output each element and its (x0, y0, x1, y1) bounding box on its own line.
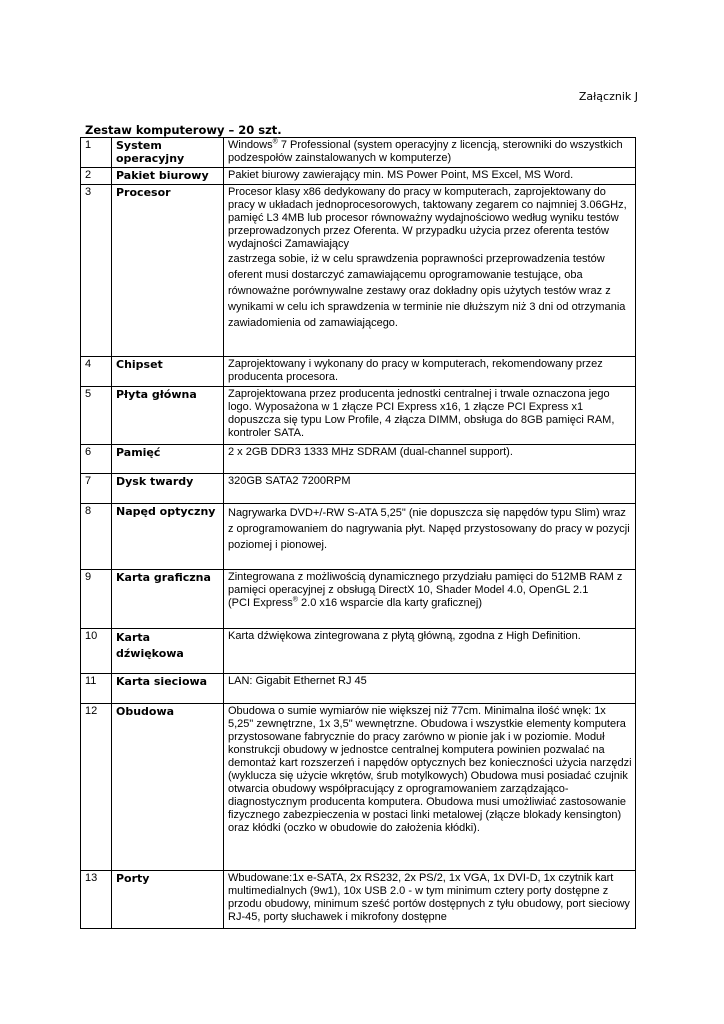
table-row (81, 387, 636, 445)
row-number: 13 (81, 871, 112, 929)
row-name: Pamięć (112, 445, 224, 474)
row-name: Karta dźwiękowa (112, 629, 224, 674)
row-number: 11 (81, 674, 112, 704)
row-number: 9 (81, 570, 112, 629)
table-row (81, 357, 636, 387)
table-row (81, 445, 636, 474)
table-row (81, 570, 636, 629)
row-description: Karta dźwiękowa zintegrowana z płytą główną, zgodna z High Definition. (224, 629, 636, 674)
row-number: 8 (81, 504, 112, 570)
row-description: Windows® 7 Professional (system operacyjny z licencją, sterowniki do wszystkich podzespołów zainstalowanych w komputerze) (224, 138, 636, 168)
row-number: 7 (81, 474, 112, 504)
row-number: 12 (81, 704, 112, 871)
row-name: Karta graficzna (112, 570, 224, 629)
row-description: Nagrywarka DVD+/-RW S-ATA 5,25" (nie dopuszcza się napędów typu Slim) wraz z oprogramowaniem do nagrywania płyt. Napęd przystosowany do pracy w pozycji poziomej i pionowej. (224, 504, 636, 570)
row-number: 10 (81, 629, 112, 674)
row-name: Obudowa (112, 704, 224, 871)
row-description: Zaprojektowany i wykonany do pracy w komputerach, rekomendowany przez producenta procesora. (224, 357, 636, 387)
row-description: Pakiet biurowy zawierający min. MS Power Point, MS Excel, MS Word. (224, 168, 636, 185)
row-name: Płyta główna (112, 387, 224, 445)
row-description: 320GB SATA2 7200RPM (224, 474, 636, 504)
table-row (81, 474, 636, 504)
row-description: Procesor klasy x86 dedykowany do pracy w komputerach, zaprojektowany do pracy w układach jednoprocesorowych, taktowany zegarem co najmniej 3.06GHz, pamięć L3 4MB lub procesor równoważny wydajnościowo według wyniku testów przeprowadzonych przez Oferenta. W przypadku użycia przez oferenta testów wydajności Zamawiający zastrzega sobie, iż w celu sprawdzenia poprawności przeprowadzenia testów oferent musi dostarczyć zamawiającemu oprogramowanie testujące, oba równoważne porównywalne zestawy oraz dokładny opis użytych testów wraz z wynikami w celu ich sprawdzenia w terminie nie dłuższym niż 3 dni od otrzymania zawiadomienia od zamawiającego. (224, 185, 636, 357)
table-row (81, 674, 636, 704)
row-description: Obudowa o sumie wymiarów nie większej niż 77cm. Minimalna ilość wnęk: 1x 5,25" zewnętrzne, 1x 3,5" wewnętrzne. Obudowa i wszystkie elementy komputera przystosowane fabrycznie do pracy zarówno w pionie jak i w poziomie. Moduł konstrukcji obudowy w jednostce centralnej komputera powinien pozwalać na demontaż kart rozszerzeń i napędów optycznych bez konieczności użycia narzędzi (wyklucza się użycie wkrętów, śrub motylkowych) Obudowa musi posiadać czujnik otwarcia obudowy współpracujący z oprogramowaniem zarządzająco-diagnostycznym producenta komputera. Obudowa musi umożliwiać zastosowanie fizycznego zabezpieczenia w postaci linki metalowej (złącze blokady kensington) oraz kłódki (oczko w obudowie do założenia kłódki). (224, 704, 636, 871)
table-row (81, 704, 636, 871)
row-number: 5 (81, 387, 112, 445)
row-number: 6 (81, 445, 112, 474)
row-name: Porty (112, 871, 224, 929)
table-row (81, 629, 636, 674)
row-name: System operacyjny (112, 138, 224, 168)
row-name: Chipset (112, 357, 224, 387)
row-name: Pakiet biurowy (112, 168, 224, 185)
row-name: Procesor (112, 185, 224, 357)
row-description: LAN: Gigabit Ethernet RJ 45 (224, 674, 636, 704)
table-row (81, 871, 636, 929)
row-name: Napęd optyczny (112, 504, 224, 570)
table-row (81, 138, 636, 168)
row-name: Dysk twardy (112, 474, 224, 504)
row-number: 2 (81, 168, 112, 185)
table-row (81, 185, 636, 357)
row-number: 1 (81, 138, 112, 168)
row-number: 4 (81, 357, 112, 387)
row-description: 2 x 2GB DDR3 1333 MHz SDRAM (dual-channel support). (224, 445, 636, 474)
row-description: Wbudowane:1x e-SATA, 2x RS232, 2x PS/2, 1x VGA, 1x DVI-D, 1x czytnik kart multimedialnych (9w1), 10x USB 2.0 - w tym minimum cztery porty dostępne z przodu obudowy, minimum sześć portów dostępnych z tyłu obudowy, port sieciowy RJ-45, porty słuchawek i mikrofony dostępne (224, 871, 636, 929)
specification-table (80, 137, 636, 929)
table-row (81, 168, 636, 185)
row-description: Zaprojektowana przez producenta jednostki centralnej i trwale oznaczona jego logo. Wyposażona w 1 złącze PCI Express x16, 1 złącze PCI Express x1 dopuszcza się typu Low Profile, 4 złącza DIMM, obsługa do 8GB pamięci RAM, kontroler SATA. (224, 387, 636, 445)
row-number: 3 (81, 185, 112, 357)
table-row (81, 504, 636, 570)
annex-label: Załącznik J (578, 90, 638, 103)
row-name: Karta sieciowa (112, 674, 224, 704)
document-heading: Zestaw komputerowy – 20 szt. (85, 123, 282, 137)
row-description: Zintegrowana z możliwością dynamicznego przydziału pamięci do 512MB RAM z pamięci operacyjnej z obsługą DirectX 10, Shader Model 4.0, OpenGL 2.1 (PCI Express® 2.0 x16 wsparcie dla karty graficznej) (224, 570, 636, 629)
